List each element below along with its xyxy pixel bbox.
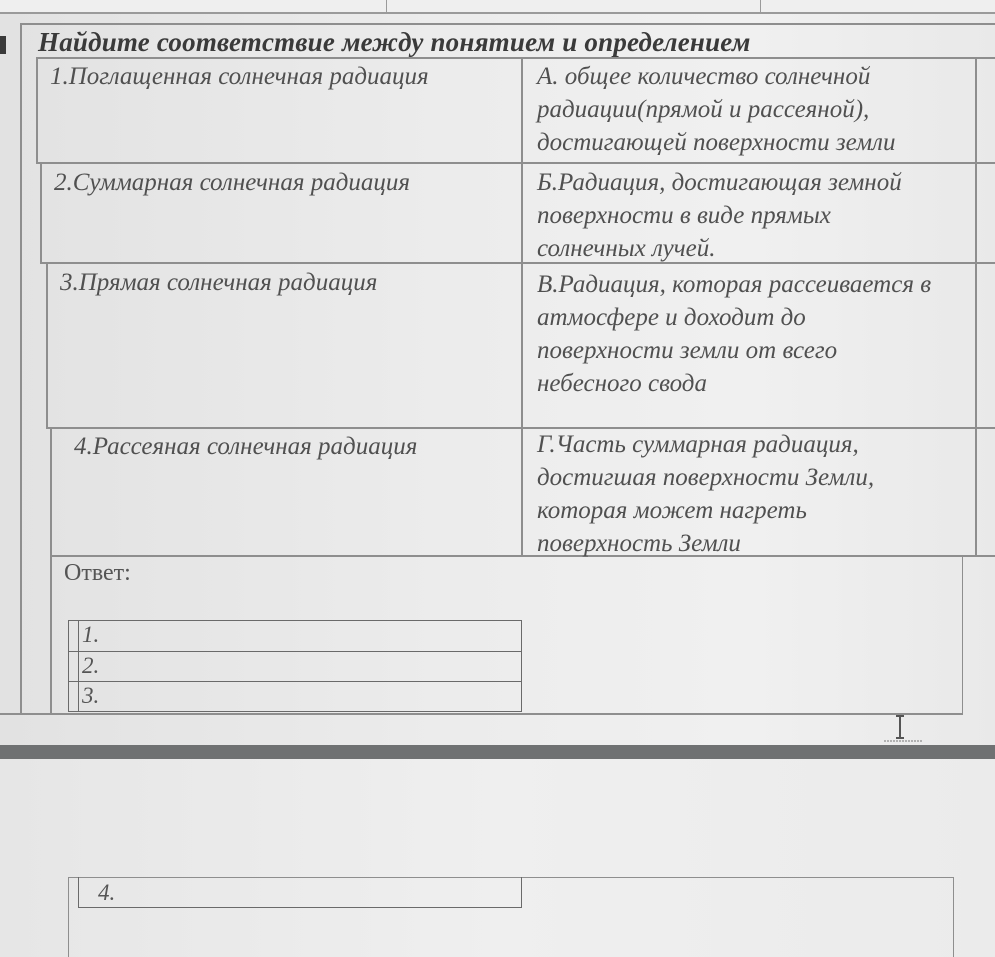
- definition-v-line: В.Радиация, которая рассеивается в: [537, 271, 932, 298]
- table-top-border: [20, 23, 995, 25]
- lower-table-left-border: [68, 877, 69, 957]
- table-right-border: [975, 57, 977, 555]
- answer-slot-3[interactable]: 3.: [82, 683, 100, 708]
- answer-right-border: [962, 555, 963, 715]
- column-divider: [521, 57, 523, 555]
- lower-table-right-border: [953, 877, 954, 957]
- previous-page-edge: [0, 0, 995, 14]
- lower-table-top-border: [68, 877, 954, 878]
- page-break-band: [0, 745, 995, 759]
- definition-g: [537, 428, 874, 560]
- answer-grid-line: [78, 877, 79, 907]
- definition-a-line: А. общее количество солнечной: [537, 63, 871, 90]
- definition-g-line: которая может нагреть: [537, 497, 807, 524]
- answer-grid-line: [68, 681, 522, 682]
- answer-bottom-border: [0, 713, 962, 715]
- term-4: 4.Рассеяная солнечная радиация: [74, 433, 418, 460]
- definition-a-line: достигающей поверхности земли: [537, 129, 896, 156]
- answer-grid-line: [68, 651, 522, 652]
- definition-b: [537, 166, 902, 265]
- answer-grid-line: [78, 620, 79, 712]
- task-number-marker: [0, 36, 6, 54]
- answer-grid-line: [521, 877, 522, 907]
- definition-v: [537, 268, 931, 400]
- answer-slot-1[interactable]: 1.: [82, 622, 100, 647]
- definition-b-line: Б.Радиация, достигающая земной: [537, 169, 902, 196]
- term-2: 2.Суммарная солнечная радиация: [54, 169, 410, 196]
- definition-b-line: солнечных лучей.: [537, 235, 716, 262]
- row2-left-border: [40, 162, 42, 262]
- answer-grid-line: [521, 620, 522, 712]
- definition-g-line: достигшая поверхности Земли,: [537, 464, 875, 491]
- row1-left-border: [36, 57, 38, 162]
- term-1: 1.Поглащенная солнечная радиация: [50, 63, 429, 90]
- text-cursor-icon: [882, 713, 924, 743]
- definition-a-line: радиации(прямой и рассеяной),: [537, 96, 870, 123]
- definition-v-line: поверхности земли от всего: [537, 337, 838, 364]
- answer-grid-line: [68, 620, 522, 621]
- document-page-lower: [0, 759, 995, 957]
- definition-g-line: Г.Часть суммарная радиация,: [537, 431, 859, 458]
- task-heading: Найдите соответствие между понятием и определением: [38, 27, 751, 57]
- row1-bottom-border: [36, 162, 995, 164]
- term-3: 3.Прямая солнечная радиация: [60, 269, 378, 296]
- answer-slot-2[interactable]: 2.: [82, 653, 100, 678]
- table-left-border: [20, 23, 22, 715]
- answer-grid-line: [68, 711, 522, 712]
- answer-grid-line: [78, 907, 522, 908]
- definition-v-line: небесного свода: [537, 370, 707, 397]
- row4-left-border: [50, 427, 52, 715]
- row3-left-border: [46, 262, 48, 427]
- answer-label: Ответ:: [64, 560, 131, 586]
- definition-g-line: поверхность Земли: [537, 530, 741, 557]
- answer-slot-4[interactable]: 4.: [98, 880, 116, 905]
- answer-grid-line: [68, 620, 69, 712]
- definition-v-line: атмосфере и доходит до: [537, 304, 806, 331]
- definition-b-line: поверхности в виде прямых: [537, 202, 831, 229]
- definition-a: [537, 60, 895, 159]
